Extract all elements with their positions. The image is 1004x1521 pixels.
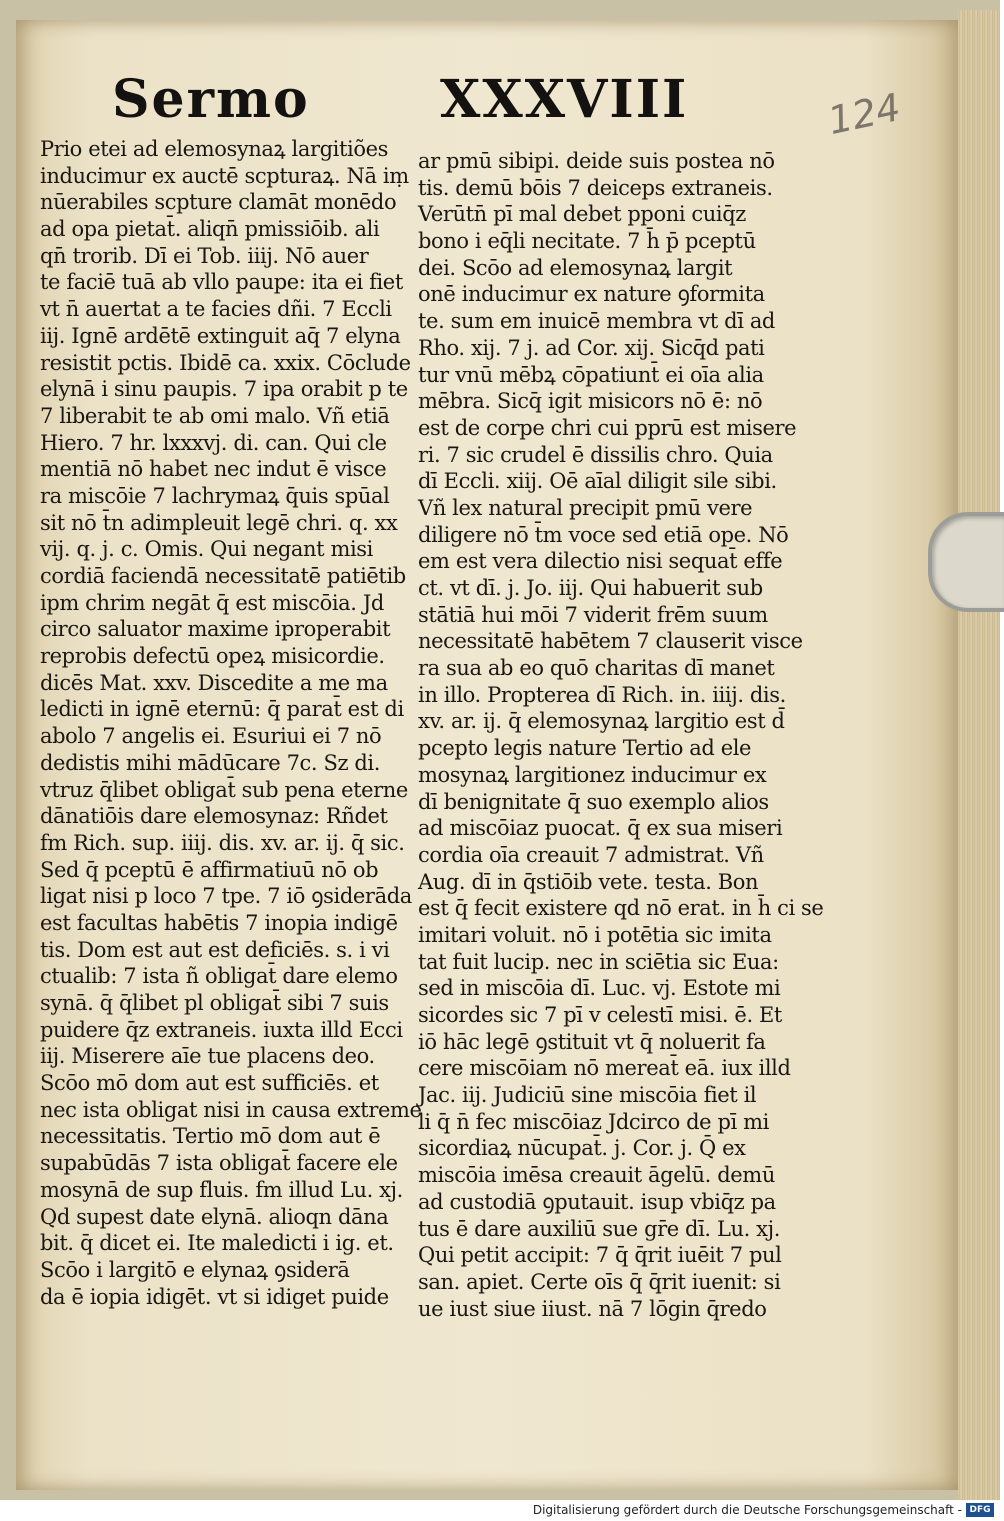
- text-line: ad opa pietat̄. aliqn̄ pmissiōib. ali: [40, 217, 380, 242]
- text-line: stātiā hui mōi 7 viderit frēm suum: [418, 602, 768, 627]
- text-line: iij. Ignē ardētē extinguit aq̄ 7 elyna: [40, 323, 401, 348]
- text-line: ledicti in ignē eternū: q̄ parat̄ est di: [40, 697, 404, 722]
- text-line: sed in miscōia dī. Luc. vj. Estote mi: [418, 976, 781, 1001]
- text-line: tur vnū mēbꝝ cōpatiunt̄ ei oīa alia: [418, 362, 764, 387]
- text-line: Qui petit accipit: 7 q̄ q̄rit iuēit 7 pul: [418, 1243, 782, 1268]
- text-line: elynā i sinu paupis. 7 ipa orabit p te: [40, 377, 408, 402]
- text-line: dī Eccli. xiij. Oē aīal diligit sile sibi.: [418, 469, 777, 494]
- text-line: pcepto legis nature Tertio ad ele: [418, 736, 752, 761]
- text-line: miscōia imēsa creauit āgelū. demū: [418, 1163, 775, 1188]
- text-line: ad miscōiaz puocat. q̄ ex sua miseri: [418, 816, 783, 841]
- text-line: dī benignitate q̄ suo exemplo alios: [418, 789, 769, 814]
- text-line: vij. q. j. c. Omis. Qui negant misi: [40, 537, 373, 562]
- text-line: bono i eq̄li necitate. 7 h̄ p̄ pceptū: [418, 229, 756, 254]
- text-line: ligat nisi p loco 7 tpe. 7 iō ꝯsiderāda: [40, 884, 412, 909]
- text-line: mosynā de sup fluis. fm illud Lu. xj.: [40, 1177, 403, 1202]
- text-line: ri. 7 sic crudel ē dissilis chro. Quia: [418, 442, 773, 467]
- text-line: ad custodiā ꝯputauit. isup vbiq̄z pa: [418, 1189, 776, 1214]
- text-line: Aug. dī in q̄stiōib vete. testa. Bon: [418, 869, 759, 894]
- text-line: inducimur ex auctē scpturaꝝ. Nā iṃ: [40, 163, 409, 188]
- text-line: Scōo i largitō e elynaꝝ ꝯsiderā: [40, 1257, 350, 1282]
- text-line: li q̄ n̄ fec miscōiaz Jdcirco de pī mi: [418, 1109, 769, 1134]
- text-line: Vñ lex natural precipit pmū vere: [418, 495, 753, 520]
- text-line: cordiā faciendā necessitatē patiētib: [40, 564, 406, 588]
- text-line: supabūdās 7 ista obligat̄ facere ele: [40, 1151, 398, 1176]
- text-line: xv. ar. ij. q̄ elemosynaꝝ largitio est d̄: [418, 709, 785, 734]
- text-line: te. sum em inuicē membra vt dī ad: [418, 309, 775, 334]
- paper-clip: [928, 512, 1004, 612]
- text-line: est de corpe chri cui pprū est misere: [418, 415, 797, 440]
- digitization-credit: Digitalisierung gefördert durch die Deutsche Forschungsgemeinschaft -: [532, 1503, 962, 1517]
- text-line: ra sua ab eo quō charitas dī manet: [418, 656, 775, 681]
- header-left-word: Sermo: [112, 69, 310, 130]
- text-line: Hiero. 7 hr. lxxxvj. di. can. Qui cle: [40, 430, 387, 455]
- text-line: sicordes sic 7 pī v celestī misi. ē. Et: [418, 1003, 782, 1027]
- text-line: puidere q̄z extraneis. iuxta illd Ecci: [40, 1017, 403, 1042]
- text-line: Jac. iij. Judiciū sine miscōia fiet il: [418, 1083, 757, 1108]
- text-line: iō hāc legē ꝯstituit vt q̄ noluerit fa: [418, 1029, 766, 1054]
- text-line: ctualib: 7 ista ñ obligat̄ dare elemo: [40, 964, 398, 989]
- text-line: necessitatis. Tertio mō dom aut ē: [40, 1124, 381, 1149]
- text-line: Verūtn̄ pī mal debet pponi cuiq̄z: [418, 202, 746, 227]
- text-line: dānatiōis dare elemosynaz: Rñdet: [40, 804, 388, 829]
- text-line: iij. Miserere aīe tue placens deo.: [40, 1044, 375, 1069]
- text-line: vtruz q̄libet obligat̄ sub pena eterne: [40, 777, 408, 802]
- text-line: ipm chrim negāt q̄ est miscōia. Jd: [40, 590, 384, 615]
- text-line: Qd supest date elynā. alioqn dāna: [40, 1204, 389, 1229]
- text-line: est q̄ fecit existere qd nō erat. in h̄ ci se: [418, 896, 824, 921]
- left-text-column: [40, 136, 422, 1310]
- text-line: imitari voluit. nō i potētia sic imita: [418, 922, 772, 947]
- text-line: ct. vt dī. j. Jo. iij. Qui habuerit sub: [418, 576, 763, 600]
- text-line: tis. demū bōis 7 deiceps extraneis.: [418, 175, 773, 200]
- text-line: tis. Dom est aut est deficiēs. s. i vi: [40, 937, 390, 962]
- footer-bar: [0, 1500, 1000, 1521]
- text-line: diligere nō t̄m voce sed etiā ope. Nō: [418, 522, 789, 547]
- text-line: cordia oīa creauit 7 admistrat. Vñ: [418, 842, 764, 867]
- text-line: bit. q̄ dicet ei. Ite maledicti i ig. et.: [40, 1231, 394, 1256]
- text-line: qn̄ trorib. Dī ei Tob. iiij. Nō auer: [40, 243, 369, 268]
- text-line: nec ista obligat nisi in causa extreme: [40, 1097, 422, 1122]
- text-line: ra miscōie 7 lachrymaꝝ q̄uis spūal: [40, 483, 390, 508]
- text-line: fm Rich. sup. iiij. dis. xv. ar. ij. q̄ sic.: [40, 830, 405, 855]
- text-line: resistit pctis. Ibidē ca. xxix. Cōclude: [40, 350, 411, 375]
- text-line: ue iust siue iiust. nā 7 lōgin q̄redo: [418, 1296, 767, 1321]
- text-line: tat fuit lucip. nec in sciētia sic Eua:: [418, 949, 779, 974]
- text-line: circo saluator maxime iproperabit: [40, 617, 391, 642]
- folio-number: 124: [824, 84, 905, 144]
- dfg-logo: DFG: [966, 1503, 994, 1517]
- text-line: Rho. xij. 7 j. ad Cor. xij. Sicq̄d pati: [418, 335, 765, 360]
- text-line: da ē iopia idigēt. vt si idiget puide: [40, 1284, 389, 1309]
- header-right-word: XXXVIII: [440, 69, 689, 130]
- text-line: dedistis mihi mādūcare 7c. Sz di.: [40, 750, 381, 775]
- text-line: reprobis defectū opeꝝ misicordie.: [40, 644, 385, 669]
- text-line: onē inducimur ex nature ꝯformita: [418, 282, 765, 307]
- text-line: cere miscōiam nō mereat̄ eā. iux illd: [418, 1056, 791, 1081]
- text-line: sicordiaꝝ nūcupat̄. j. Cor. j. Q̄ ex: [418, 1136, 746, 1161]
- text-line: sit nō t̄n adimpleuit legē chri. q. xx: [40, 510, 398, 535]
- right-text-column: [418, 148, 824, 1322]
- text-line: em est vera dilectio nisi sequat̄ effe: [418, 549, 783, 574]
- text-line: mēbra. Sicq̄ igit misicors nō ē: nō: [418, 389, 763, 414]
- text-line: mosynaꝝ largitionez inducimur ex: [418, 762, 767, 787]
- text-line: dei. Scōo ad elemosynaꝝ largit: [418, 255, 733, 280]
- text-line: te faciē tuā ab vllo paupe: ita ei fiet: [40, 270, 403, 295]
- page-edges: [958, 10, 1000, 1500]
- text-line: ar pmū sibipi. deide suis postea nō: [418, 149, 775, 173]
- text-line: dicēs Mat. xxv. Discedite a me ma: [40, 670, 388, 695]
- text-line: in illo. Propterea dī Rich. in. iiij. dis.: [418, 682, 786, 707]
- text-line: Prio etei ad elemosynaꝝ largitiões: [40, 137, 388, 161]
- text-line: mentiā nō habet nec indut ē visce: [40, 457, 387, 482]
- text-line: necessitatē habētem 7 clauserit visce: [418, 629, 803, 654]
- text-line: tus ē dare auxiliū sue gr̄e dī. Lu. xj.: [418, 1216, 781, 1241]
- text-line: nūerabiles scpture clamāt monēdo: [40, 190, 397, 215]
- text-line: 7 liberabit te ab omi malo. Vñ etiā: [40, 403, 390, 428]
- text-line: Scōo mō dom aut est sufficiēs. et: [40, 1071, 379, 1096]
- text-line: san. apiet. Certe oīs q̄ q̄rit iuenit: si: [418, 1269, 781, 1294]
- text-line: est facultas habētis 7 inopia indigē: [40, 910, 398, 935]
- text-line: abolo 7 angelis ei. Esuriui ei 7 nō: [40, 724, 382, 749]
- text-line: synā. q̄ q̄libet pl obligat̄ sibi 7 suis: [40, 991, 389, 1015]
- text-line: Sed q̄ pceptū ē affirmatiuū nō ob: [40, 857, 379, 882]
- text-line: vt n̄ auertat a te facies dñi. 7 Eccli: [40, 297, 392, 322]
